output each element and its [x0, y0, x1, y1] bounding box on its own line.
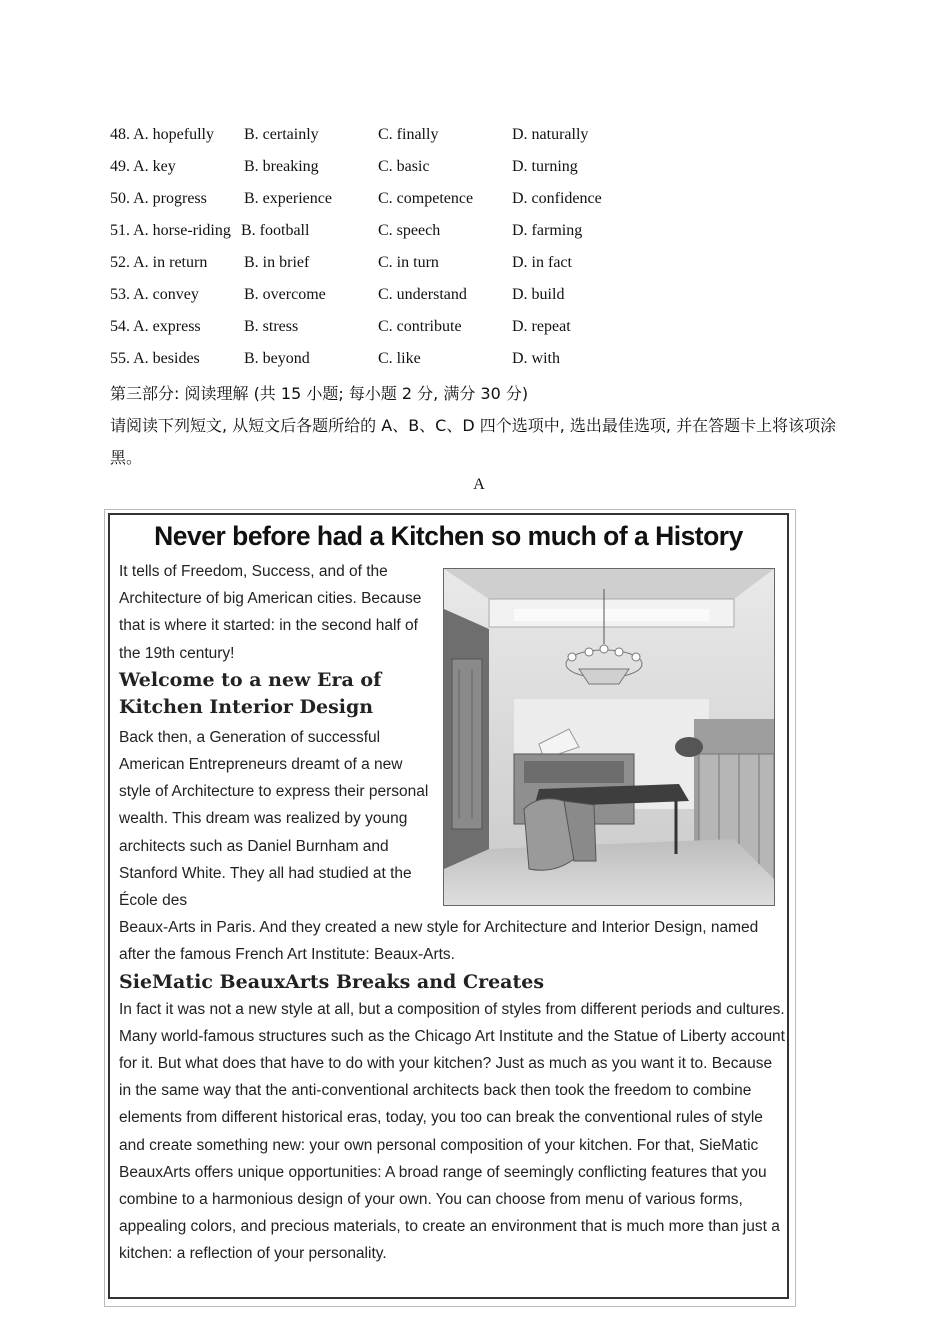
option-a: 49. A. key	[110, 158, 176, 175]
option-d: D. repeat	[512, 318, 571, 335]
option-a: 52. A. in return	[110, 254, 208, 271]
ad-intro: It tells of Freedom, Success, and of the Architecture of big American cities. Because that is where it started: in the second half of the 19th century!	[119, 563, 422, 662]
option-b: B. overcome	[244, 286, 326, 303]
option-b: B. beyond	[244, 350, 310, 367]
option-a: 55. A. besides	[110, 350, 200, 367]
option-d: D. naturally	[512, 126, 589, 143]
option-a: 51. A. horse-riding	[110, 222, 231, 239]
option-a: 54. A. express	[110, 318, 201, 335]
option-d: D. confidence	[512, 190, 602, 207]
reading-section	[110, 378, 855, 474]
section-heading: 第三部分: 阅读理解 (共 15 小题; 每小题 2 分, 满分 30 分)	[110, 384, 529, 403]
option-b: B. experience	[244, 190, 332, 207]
option-c: C. speech	[378, 222, 441, 239]
option-c: C. basic	[378, 158, 430, 175]
option-c: C. like	[378, 350, 421, 367]
option-c: C. understand	[378, 286, 467, 303]
ad-heading-siematic: SieMatic BeauxArts Breaks and Creates	[119, 970, 545, 993]
option-d: D. with	[512, 350, 560, 367]
option-c: C. contribute	[378, 318, 462, 335]
ad-paragraph-beaux-arts: Beaux-Arts in Paris. And they created a new style for Architecture and Interior Design, named after the famous French Art Institute: Beaux-Arts.	[119, 919, 759, 964]
option-a: 53. A. convey	[110, 286, 199, 303]
ad-body	[119, 558, 787, 1268]
option-b: B. breaking	[244, 158, 319, 175]
option-d: D. farming	[512, 222, 583, 239]
option-d: D. turning	[512, 158, 578, 175]
option-c: C. in turn	[378, 254, 439, 271]
ad-title: Never before had a Kitchen so much of a History	[154, 521, 743, 551]
option-a: 50. A. progress	[110, 190, 207, 207]
option-a: 48. A. hopefully	[110, 126, 214, 143]
section-instruction: 请阅读下列短文, 从短文后各题所给的 A、B、C、D 四个选项中, 选出最佳选项, 并在答题卡上将该项涂黑。	[110, 416, 837, 467]
option-b: B. football	[241, 222, 310, 239]
ad-paragraph-composition: In fact it was not a new style at all, but a composition of styles from different periods and cultures. Many world-famous structures such as the Chicago Art Institute and the Statue of Liberty account for it. But what does that have to do with your kitchen? Just as much as you want it to. Because in the same way that the anti-conventional architects back then took the freedom to combine elements from different historical eras, today, you too can break the conventional rules of style and create something new: your own personal composition of your kitchen. For that, SieMatic BeauxArts offers unique opportunities: A broad range of seemingly conflicting features that you combine to a harmonious design of your own. You can choose from menu of various forms, appealing colors, and precious materials, to create an environment that is much more than just a kitchen: a reflection of your personality.	[119, 1000, 785, 1263]
ad-heading-new-era: Welcome to a new Era of Kitchen Interior Design	[119, 668, 382, 718]
option-d: D. in fact	[512, 254, 572, 271]
option-b: B. stress	[244, 318, 299, 335]
kitchen-advertisement	[108, 513, 789, 1299]
option-b: B. certainly	[244, 126, 319, 143]
option-b: B. in brief	[244, 254, 310, 271]
option-c: C. competence	[378, 190, 474, 207]
ad-paragraph-entrepreneurs: Back then, a Generation of successful American Entrepreneurs dreamt of a new style of Architecture to express their personal wealth. This dream was realized by young architects such as Daniel Burnham and Stanford White. They all had studied at the École des	[119, 728, 429, 910]
option-d: D. build	[512, 286, 565, 303]
passage-label: A	[473, 476, 485, 493]
option-c: C. finally	[378, 126, 439, 143]
